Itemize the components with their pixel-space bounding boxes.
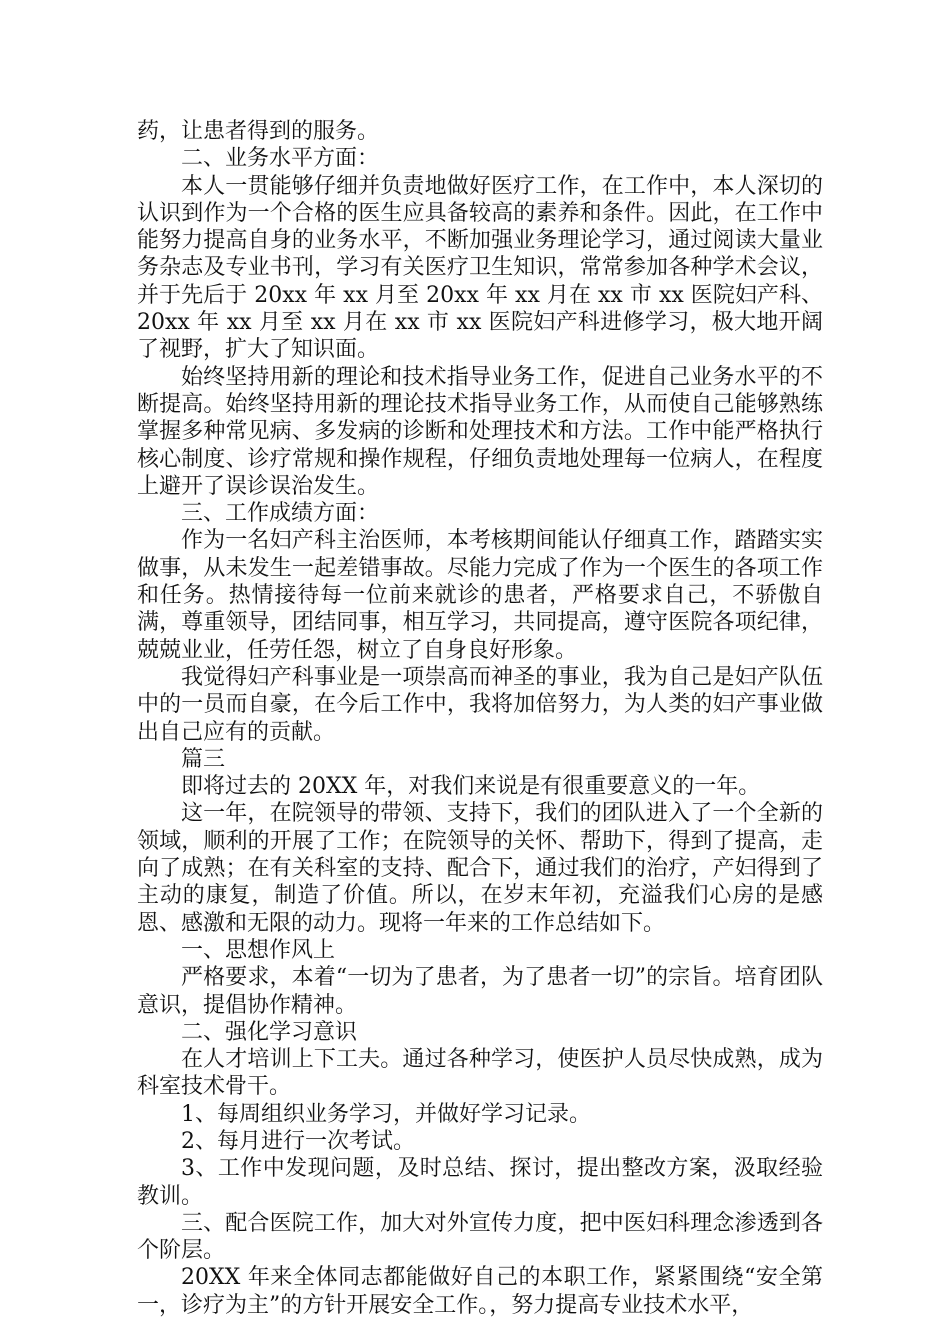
paragraph: 严格要求，本着“一切为了患者，为了患者一切”的宗旨。培育团队意识，提倡协作精神。	[137, 965, 823, 1018]
paragraph-continuation: 药，让患者得到的服务。	[137, 119, 380, 144]
chapter-heading: 篇三	[181, 746, 226, 772]
paragraph: 这一年，在院领导的带领、支持下，我们的团队进入了一个全新的领域，顺利的开展了工作；在院领导的关怀、帮助下，得到了提高，走向了成熟；在有关科室的支持、配合下，通过我们的治疗，产妇得到了主动的康复，制造了价值。所以，在岁末年初，充溢我们心房的是感恩、感激和无限的动力。现将一年来的工作总结如下。	[137, 801, 823, 936]
section-heading-business-level: 二、业务水平方面：	[181, 146, 380, 172]
paragraph: 即将过去的 20XX 年，对我们来说是有很重要意义的一年。	[181, 774, 761, 800]
section-heading-ideology: 一、思想作风上	[181, 937, 336, 963]
list-item: 3、工作中发现问题，及时总结、探讨，提出整改方案，汲取经验教训。	[137, 1156, 823, 1209]
paragraph: 作为一名妇产科主治医师，本考核期间能认仔细真工作，踏踏实实做事，从未发生一起差错事故。尽能力完成了作为一个医生的各项工作和任务。热情接待每一位前来就诊的患者，严格要求自己，不骄傲自满，尊重领导，团结同事，相互学习，共同提高，遵守医院各项纪律，兢兢业业，任劳任怨，树立了自身良好形象。	[137, 528, 823, 663]
paragraph: 本人一贯能够仔细并负责地做好医疗工作，在工作中，本人深切的认识到作为一个合格的医生应具备较高的素养和条件。因此，在工作中能努力提高自身的业务水平，不断加强业务理论学习，通过阅读大量业务杂志及专业书刊，学习有关医疗卫生知识，常常参加各种学术会议，并于先后于 20xx 年 xx 月至 20xx 年 xx 月在 xx 市 xx 医院妇产科、20xx 年 xx 月至 xx 月在 xx 市 xx 医院妇产科进修学习，极大地开阔了视野，扩大了知识面。	[137, 173, 823, 363]
list-item: 1、每周组织业务学习，并做好学习记录。	[181, 1101, 591, 1127]
document-page	[137, 118, 823, 1319]
paragraph: 我觉得妇产科事业是一项崇高而神圣的事业，我为自己是妇产队伍中的一员而自豪，在今后工作中，我将加倍努力，为人类的妇产事业做出自己应有的贡献。	[137, 664, 823, 745]
list-item: 2、每月进行一次考试。	[181, 1128, 415, 1154]
paragraph: 20XX 年来全体同志都能做好自己的本职工作，紧紧围绕“安全第一，诊疗为主”的方针开展安全工作。，努力提高专业技术水平，	[137, 1265, 823, 1318]
paragraph: 始终坚持用新的理论和技术指导业务工作，促进自己业务水平的不断提高。始终坚持用新的理论技术指导业务工作，从而使自己能够熟练掌握多种常见病、多发病的诊断和处理技术和方法。工作中能严格执行核心制度、诊疗常规和操作规程，仔细负责地处理每一位病人，在程度上避开了误诊误治发生。	[137, 364, 823, 499]
section-heading-work-results: 三、工作成绩方面：	[181, 501, 380, 527]
paragraph: 在人才培训上下工夫。通过各种学习，使医护人员尽快成熟，成为科室技术骨干。	[137, 1047, 823, 1100]
section-heading-learning: 二、强化学习意识	[181, 1019, 358, 1045]
section-heading-cooperation: 三、配合医院工作，加大对外宣传力度，把中医妇科理念渗透到各个阶层。	[137, 1210, 823, 1264]
